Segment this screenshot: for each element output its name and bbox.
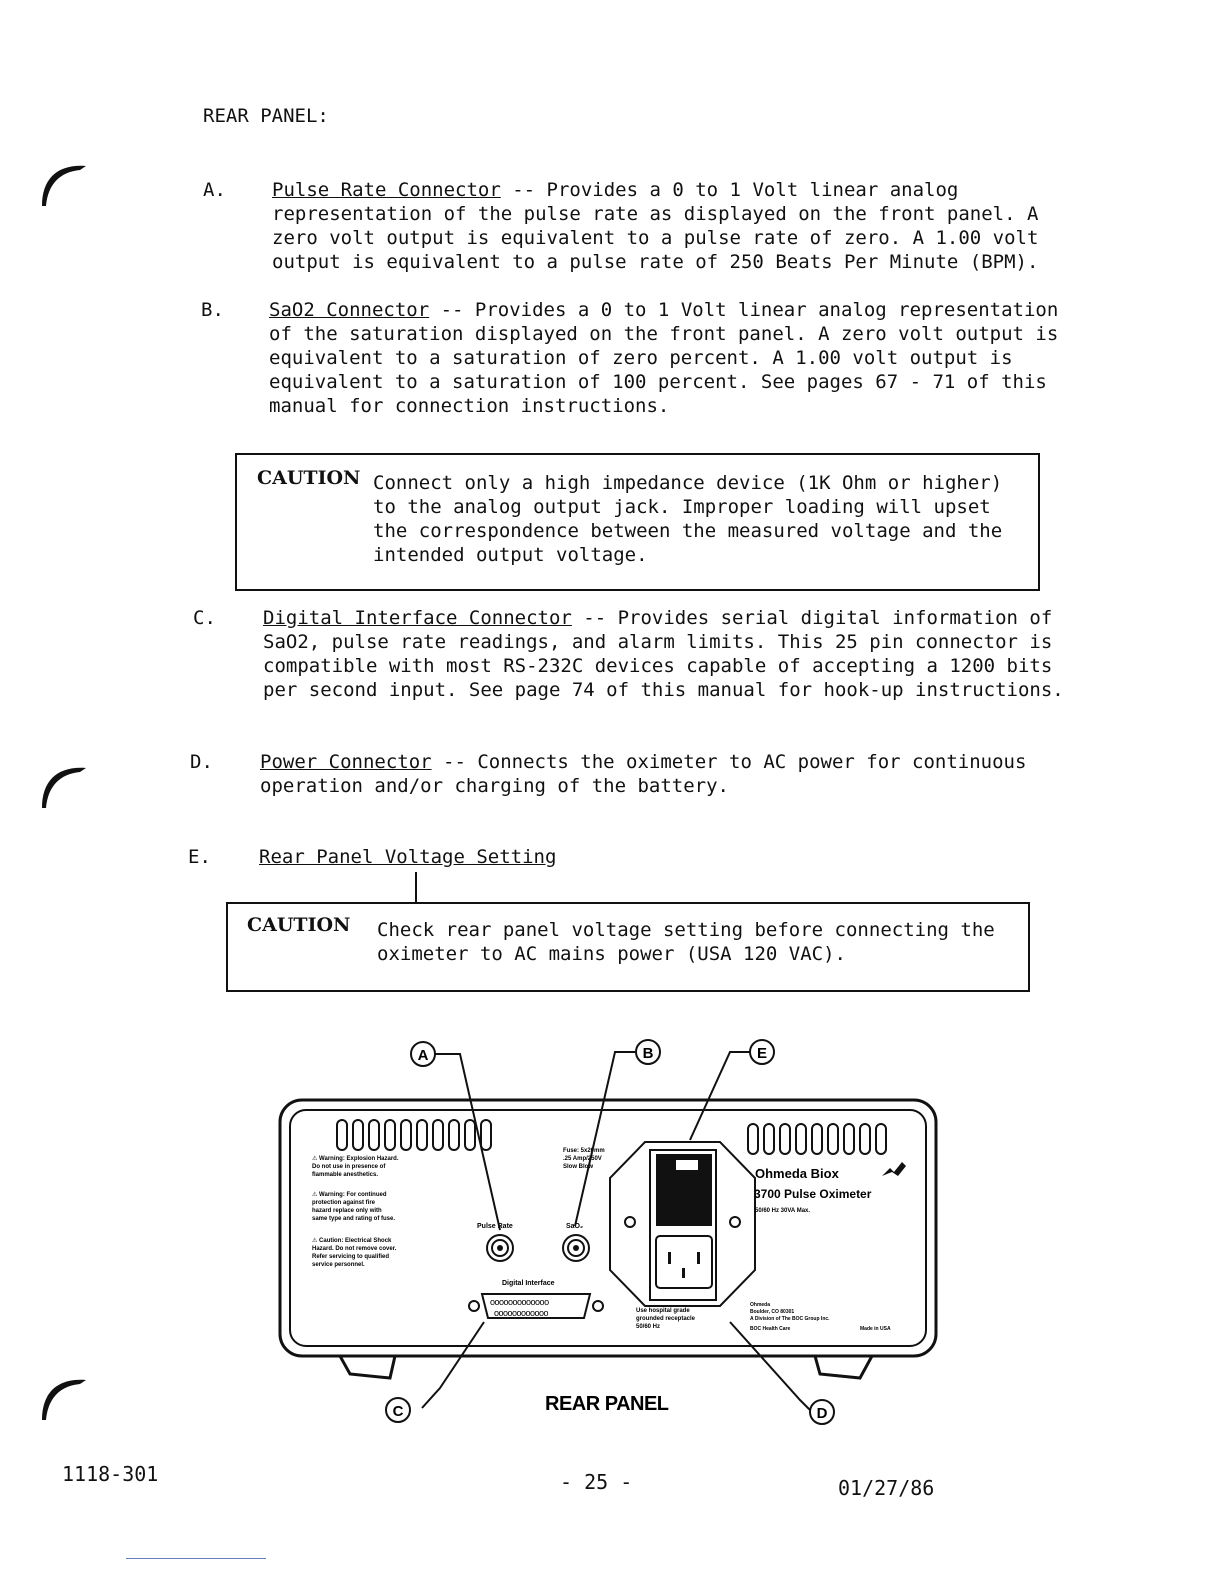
callout-b-letter: B — [642, 1045, 654, 1062]
callout-d-letter: D — [816, 1405, 828, 1422]
item-d — [190, 750, 1080, 798]
brand-name: Ohmeda Biox — [755, 1166, 839, 1181]
item-c-title: Digital Interface Connector — [263, 607, 572, 629]
fuse-label: Fuse: 5x20mm .25 Amp/250V Slow Blow — [563, 1148, 605, 1170]
page-heading: REAR PANEL: — [203, 105, 329, 127]
binder-mark-3 — [38, 1372, 90, 1424]
receptacle-note: Use hospital grade grounded receptacle 50/60 Hz — [636, 1308, 696, 1330]
callout-a-letter: A — [417, 1047, 429, 1064]
rating-text: 50/60 Hz 30VA Max. — [755, 1208, 811, 1214]
figure-caption: REAR PANEL — [545, 1393, 669, 1415]
callout-e-letter: E — [756, 1045, 768, 1062]
sao2-label: SaO₂ — [566, 1223, 584, 1230]
item-b-letter: B. — [201, 299, 224, 321]
svg-text:oooooooooooo: oooooooooooo — [494, 1308, 549, 1318]
item-a-title: Pulse Rate Connector — [272, 179, 501, 201]
pulse-rate-label: Pulse Rate — [477, 1223, 513, 1230]
vents-left — [337, 1120, 491, 1150]
model-name: 3700 Pulse Oximeter — [754, 1187, 872, 1201]
power-inlet — [656, 1236, 712, 1288]
foot-left — [340, 1356, 395, 1378]
digital-interface-label: Digital Interface — [502, 1280, 555, 1287]
item-c-text: -- Provides serial digital information of SaO2, pulse rate readings, and alarm limits. This 25 pin connector is compatible with most RS-232C devices capable of accepting a 1200 bits per second input. See page 74 of this manual for hook-up instructions. — [263, 607, 1064, 701]
warning-3: ⚠ Caution: Electrical Shock Hazard. Do not remove cover. Refer servicing to qualified service personnel. — [312, 1238, 397, 1268]
item-a — [203, 178, 1083, 274]
item-a-text: -- Provides a 0 to 1 Volt linear analog representation of the pulse rate as displayed on the front panel. A zero volt output is equivalent to a pulse rate of zero. A 1.00 volt output is equivalent to a pulse rate of 250 Beats Per Minute (BPM). — [272, 179, 1039, 273]
footer-doc-number: 1118-301 — [62, 1462, 159, 1486]
maker-block: Ohmeda Boulder, CO 80301 A Division of The BOC Group Inc. BOC Health Care Made in USA — [750, 1302, 891, 1332]
item-d-letter: D. — [190, 751, 213, 773]
item-e-letter: E. — [188, 846, 211, 868]
item-c-letter: C. — [193, 607, 216, 629]
item-b-text: -- Provides a 0 to 1 Volt linear analog representation of the saturation displayed on the front panel. A zero volt output is equivalent to a saturation of zero percent. A 1.00 volt output is equivalent to a saturation of 100 percent. See pages 67 - 71 of this manual for connection instructions. — [269, 299, 1059, 417]
binder-mark-1 — [38, 158, 90, 210]
caution-box-2 — [226, 902, 1030, 992]
rear-panel-figure — [260, 1030, 960, 1430]
caution-box-1 — [235, 453, 1040, 591]
vents-right — [748, 1124, 886, 1154]
foot-right — [815, 1356, 872, 1378]
item-e — [188, 845, 1078, 869]
warning-1: ⚠ Warning: Explosion Hazard. Do not use in presence of flammable anesthetics. — [312, 1156, 399, 1178]
brand-logo — [882, 1162, 906, 1176]
item-d-text: -- Connects the oximeter to AC power for continuous operation and/or charging of the battery. — [260, 751, 1027, 797]
footer-page-number: - 25 - — [560, 1470, 633, 1494]
binder-mark-2 — [38, 760, 90, 812]
svg-text:ooooooooooooo: ooooooooooooo — [490, 1297, 549, 1307]
item-b-title: SaO2 Connector — [269, 299, 430, 321]
item-e-title: Rear Panel Voltage Setting — [259, 846, 557, 868]
item-b — [201, 298, 1091, 418]
item-c — [193, 606, 1083, 702]
item-d-title: Power Connector — [260, 751, 432, 773]
callout-c-letter: C — [392, 1403, 404, 1420]
warning-2: ⚠ Warning: For continued protection against fire hazard replace only with same type and rating of fuse. — [312, 1192, 396, 1222]
caution-label-2: CAUTION — [247, 914, 351, 936]
footer-rule — [126, 1558, 266, 1559]
item-a-letter: A. — [203, 179, 226, 201]
footer-date: 01/27/86 — [838, 1476, 935, 1500]
item-e-connector-line — [415, 872, 417, 904]
caution-text-2: Check rear panel voltage setting before connecting the oximeter to AC mains power (USA 120 VAC). — [377, 919, 995, 965]
caution-text-1: Connect only a high impedance device (1K Ohm or higher) to the analog output jack. Improper loading will upset the correspondence between the measured voltage and the intended output voltage. — [373, 472, 1003, 566]
caution-label-1: CAUTION — [257, 467, 361, 489]
